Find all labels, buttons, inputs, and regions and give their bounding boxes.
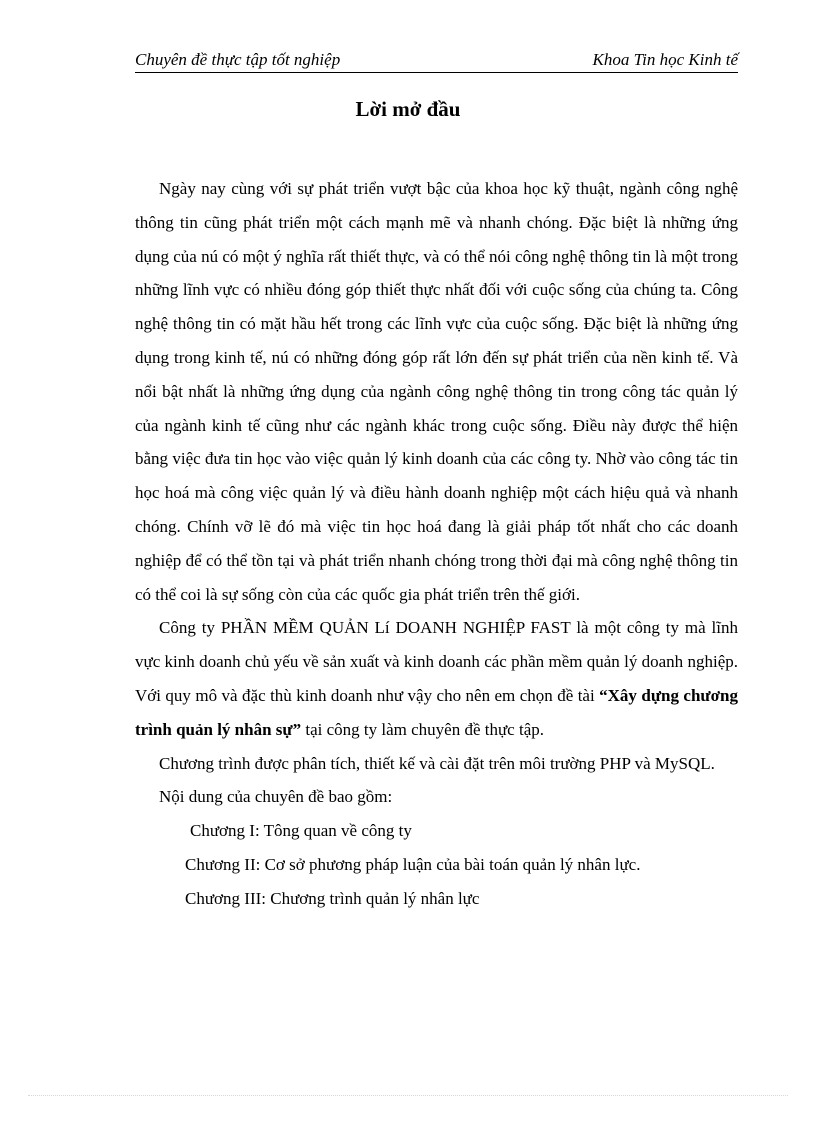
header-right-text: Khoa Tin học Kinh tế — [592, 50, 738, 69]
thesis-topic-title: “Xây dựng chương trình quản lý nhân sự” — [135, 685, 738, 739]
paragraph-company-text-start: Công ty PHẦN MỀM QUẢN Lí DOANH NGHIỆP FAST là một công ty mà lĩnh vực kinh doanh chủ yếu về sản xuất và kinh doanh các phần mềm quản lý doanh nghiệp. Với quy mô và đặc thù kinh doanh như vậy cho nên em chọn đề tài — [135, 618, 738, 705]
toc-item: Chương II: Cơ sở phương pháp luận của bài toán quản lý nhân lực. — [185, 854, 641, 874]
paragraph-company-text-end: tại công ty làm chuyên đề thực tập. — [301, 719, 544, 739]
page-title: Lời mở đầu — [355, 97, 461, 121]
header-left-text: Chuyên đề thực tập tốt nghiệp — [135, 50, 341, 69]
paragraph-platform: Chương trình được phân tích, thiết kế và cài đặt trên môi trường PHP và MySQL. — [159, 753, 715, 773]
document-body — [135, 172, 738, 916]
toc-item: Chương I: Tông quan về công ty — [190, 821, 412, 841]
page-header — [135, 48, 738, 73]
toc-intro: Nội dung của chuyên đề bao gồm: — [159, 787, 393, 807]
paragraph-company — [135, 611, 738, 746]
toc-item: Chương III: Chương trình quản lý nhân lực — [185, 888, 480, 908]
page-bottom-divider — [28, 1095, 788, 1096]
paragraph-intro: Ngày nay cùng với sự phát triển vượt bậc của khoa học kỹ thuật, ngành công nghệ thông tin cũng phát triển một cách mạnh mẽ và nhanh chóng. Đặc biệt là những ứng dụng của nú có một ý nghĩa rất thiết thực, và có thể nói công nghệ thông tin là một trong những lĩnh vực có nhiều đóng góp thiết thực nhất đối với cuộc sống của chúng ta. Công nghệ thông tin có mặt hầu hết trong các lĩnh vực của cuộc sống. Đặc biệt là những ứng dụng trong kinh tế, nú có những đóng góp rất lớn đến sự phát triển của nền kinh tế. Và nổi bật nhất là những ứng dụng của ngành công nghệ thông tin trong công tác quản lý của ngành kinh tế cũng như các ngành khác trong cuộc sống. Điều này được thể hiện bằng việc đưa tin học vào việc quản lý kinh doanh của các công ty. Nhờ vào công tác tin học hoá mà công việc quản lý và điều hành doanh nghiệp một cách hiệu quả và nhanh chóng. Chính vỡ lẽ đó mà việc tin học hoá đang là giải pháp tốt nhất cho các doanh nghiệp để có thể tồn tại và phát triển nhanh chóng trong thời đại mà công nghệ thông tin có thể coi là sự sống còn của các quốc gia phát triển trên thế giới. — [135, 179, 738, 604]
